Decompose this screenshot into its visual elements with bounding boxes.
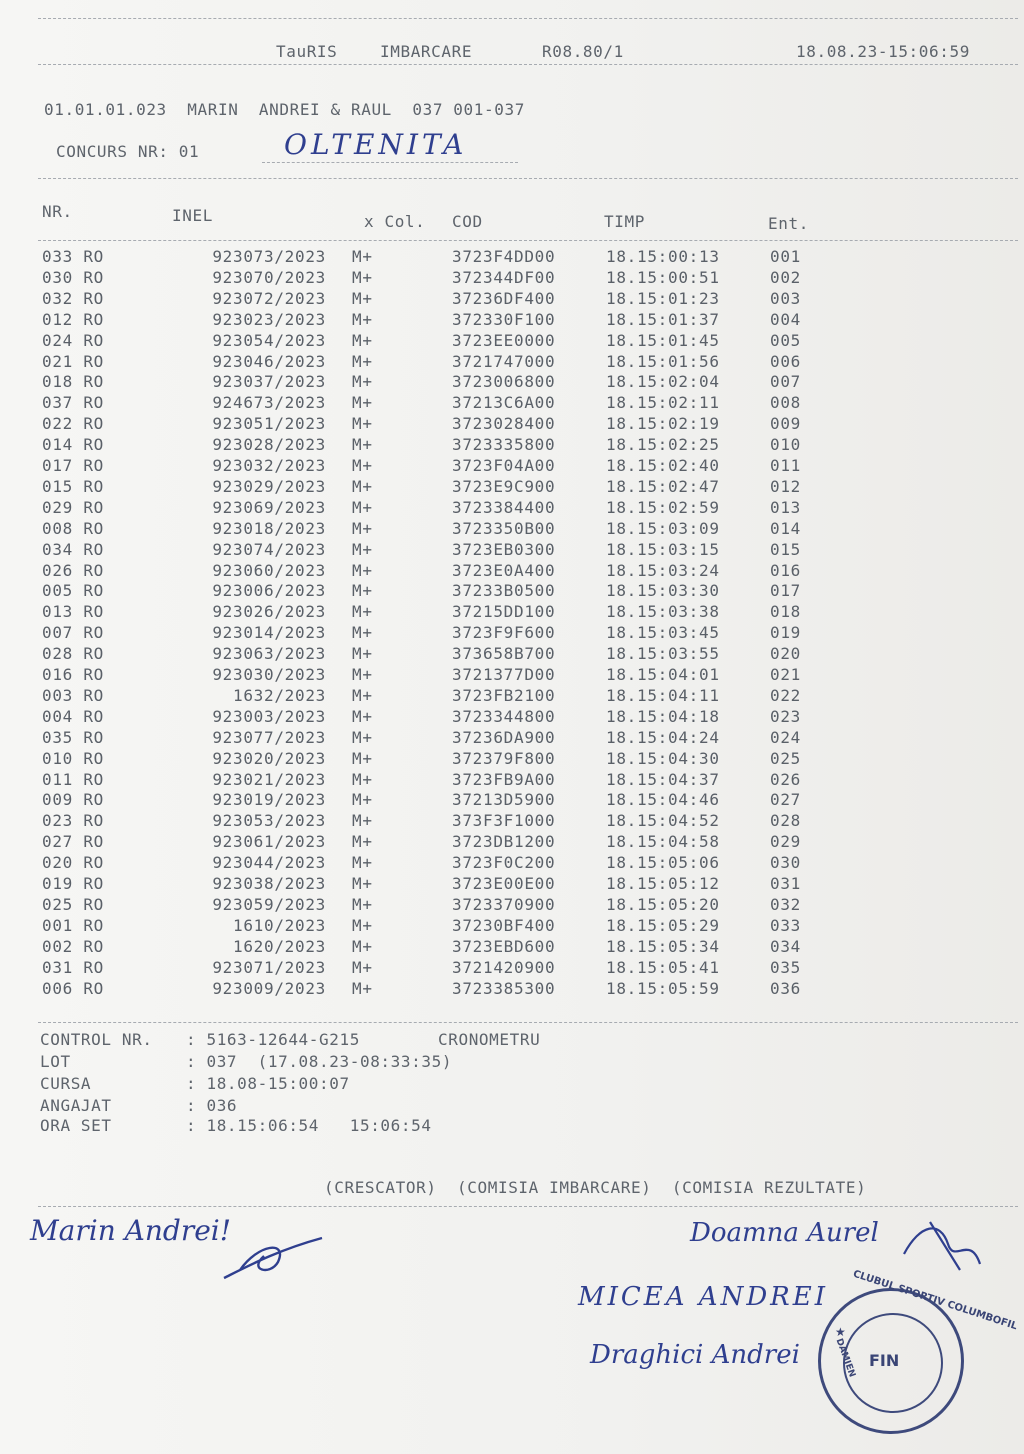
row-nr: 021 RO xyxy=(42,351,104,371)
table-row xyxy=(0,456,1024,477)
signature-crescator: Marin Andrei! xyxy=(30,1214,231,1247)
concurs-location-handwritten: OLTENITA xyxy=(284,128,468,161)
signature-roles: (CRESCATOR) (COMISIA IMBARCARE) (COMISIA REZULTATE) xyxy=(324,1178,867,1197)
header-datetime: 18.08.23-15:06:59 xyxy=(796,42,970,61)
ora-set-value: : 18.15:06:54 15:06:54 xyxy=(186,1116,432,1135)
row-ent: 008 xyxy=(770,393,801,413)
row-col: M+ xyxy=(352,623,373,643)
table-row xyxy=(0,707,1024,728)
row-inel: 1610/2023 xyxy=(233,915,326,935)
row-cod: 37213D5900 xyxy=(452,790,556,810)
lot-value: : 037 (17.08.23-08:33:35) xyxy=(186,1052,453,1071)
row-timp: 18.15:01:45 xyxy=(606,330,720,350)
table-row xyxy=(0,498,1024,519)
club-stamp xyxy=(818,1268,1019,1434)
row-timp: 18.15:02:25 xyxy=(606,435,720,455)
row-timp: 18.15:03:55 xyxy=(606,644,720,664)
row-col: M+ xyxy=(352,309,373,329)
row-nr: 032 RO xyxy=(42,288,104,308)
concurs-label: CONCURS NR: 01 xyxy=(56,142,200,161)
row-timp: 18.15:02:47 xyxy=(606,476,720,496)
row-nr: 026 RO xyxy=(42,560,104,580)
row-ent: 034 xyxy=(770,936,801,956)
row-ent: 013 xyxy=(770,497,801,517)
row-timp: 18.15:03:24 xyxy=(606,560,720,580)
table-row xyxy=(0,853,1024,874)
row-nr: 006 RO xyxy=(42,978,104,998)
row-nr: 030 RO xyxy=(42,267,104,287)
row-col: M+ xyxy=(352,644,373,664)
row-ent: 004 xyxy=(770,309,801,329)
row-cod: 37213C6A00 xyxy=(452,393,556,413)
row-nr: 005 RO xyxy=(42,581,104,601)
row-timp: 18.15:03:09 xyxy=(606,518,720,538)
col-header-ent: Ent. xyxy=(768,214,809,233)
table-row xyxy=(0,686,1024,707)
row-nr: 029 RO xyxy=(42,497,104,517)
row-ent: 016 xyxy=(770,560,801,580)
row-ent: 001 xyxy=(770,247,801,266)
row-inel: 923032/2023 xyxy=(212,456,326,475)
row-col: M+ xyxy=(352,978,373,998)
row-col: M+ xyxy=(352,811,373,831)
row-ent: 022 xyxy=(770,685,801,705)
row-cod: 372330F100 xyxy=(452,309,556,329)
row-cod: 3723344800 xyxy=(452,706,556,726)
row-col: M+ xyxy=(352,414,373,434)
row-inel: 923070/2023 xyxy=(212,267,326,287)
cursa-value: : 18.08-15:00:07 xyxy=(186,1074,350,1093)
signature-scribble xyxy=(218,1226,330,1286)
row-ent: 012 xyxy=(770,476,801,496)
row-ent: 036 xyxy=(770,978,801,998)
row-col: M+ xyxy=(352,435,373,455)
table-row xyxy=(0,749,1024,770)
row-nr: 027 RO xyxy=(42,832,104,852)
divider-footer xyxy=(38,1022,1018,1023)
row-col: M+ xyxy=(352,832,373,852)
row-ent: 032 xyxy=(770,894,801,914)
row-inel: 923044/2023 xyxy=(212,853,326,873)
row-timp: 18.15:04:24 xyxy=(606,727,720,747)
table-row xyxy=(0,623,1024,644)
row-nr: 024 RO xyxy=(42,330,104,350)
row-timp: 18.15:03:30 xyxy=(606,581,720,601)
row-col: M+ xyxy=(352,476,373,496)
row-ent: 019 xyxy=(770,623,801,643)
row-col: M+ xyxy=(352,748,373,768)
row-inel: 923020/2023 xyxy=(212,748,326,768)
row-timp: 18.15:04:01 xyxy=(606,665,720,684)
row-nr: 015 RO xyxy=(42,476,104,496)
row-nr: 004 RO xyxy=(42,706,104,726)
row-col: M+ xyxy=(352,351,373,371)
row-col: M+ xyxy=(352,602,373,622)
row-timp: 18.15:03:45 xyxy=(606,623,720,643)
header-version: R08.80/1 xyxy=(542,42,624,61)
row-col: M+ xyxy=(352,665,373,684)
row-cod: 3723F4DD00 xyxy=(452,247,556,266)
row-col: M+ xyxy=(352,685,373,705)
table-row xyxy=(0,790,1024,811)
row-timp: 18.15:04:46 xyxy=(606,790,720,810)
stamp-side-text: DAMIEN xyxy=(833,1337,857,1379)
row-cod: 3723370900 xyxy=(452,894,556,914)
row-inel: 1632/2023 xyxy=(233,685,326,705)
row-nr: 001 RO xyxy=(42,915,104,935)
header-section: IMBARCARE xyxy=(380,42,473,61)
table-row xyxy=(0,895,1024,916)
row-timp: 18.15:02:04 xyxy=(606,372,720,392)
row-timp: 18.15:01:23 xyxy=(606,288,720,308)
row-col: M+ xyxy=(352,936,373,956)
row-col: M+ xyxy=(352,915,373,935)
row-cod: 3723EB0300 xyxy=(452,539,556,559)
row-nr: 034 RO xyxy=(42,539,104,559)
row-cod: 3723385300 xyxy=(452,978,556,998)
row-nr: 002 RO xyxy=(42,936,104,956)
owner-line: 01.01.01.023 MARIN ANDREI & RAUL 037 001-037 xyxy=(44,100,525,119)
ora-set-label: ORA SET xyxy=(40,1116,112,1135)
row-cod: 3723FB9A00 xyxy=(452,769,556,789)
row-cod: 3723384400 xyxy=(452,497,556,517)
row-cod: 3723335800 xyxy=(452,435,556,455)
row-col: M+ xyxy=(352,247,373,266)
row-ent: 014 xyxy=(770,518,801,538)
row-timp: 18.15:05:29 xyxy=(606,915,720,935)
row-ent: 015 xyxy=(770,539,801,559)
table-row xyxy=(0,372,1024,393)
row-inel: 923026/2023 xyxy=(212,602,326,622)
col-header-timp: TIMP xyxy=(604,212,645,231)
row-cod: 3723006800 xyxy=(452,372,556,392)
row-inel: 923046/2023 xyxy=(212,351,326,371)
signature-right-scribble xyxy=(900,1214,984,1274)
row-col: M+ xyxy=(352,372,373,392)
row-timp: 18.15:05:06 xyxy=(606,853,720,873)
row-ent: 029 xyxy=(770,832,801,852)
row-col: M+ xyxy=(352,539,373,559)
row-inel: 923021/2023 xyxy=(212,769,326,789)
row-timp: 18.15:04:11 xyxy=(606,685,720,705)
angajat-value: : 036 xyxy=(186,1096,238,1115)
row-nr: 033 RO xyxy=(42,247,104,266)
row-cod: 3723EBD600 xyxy=(452,936,556,956)
row-nr: 011 RO xyxy=(42,769,104,789)
row-inel: 923072/2023 xyxy=(212,288,326,308)
stamp-ring-text: CLUBUL SPORTIV COLUMBOFIL xyxy=(851,1268,1019,1333)
row-cod: 3723F9F600 xyxy=(452,623,556,643)
row-ent: 007 xyxy=(770,372,801,392)
divider-concurs xyxy=(38,178,1018,179)
row-cod: 37236DA900 xyxy=(452,727,556,747)
row-cod: 37230BF400 xyxy=(452,915,556,935)
row-col: M+ xyxy=(352,267,373,287)
row-ent: 005 xyxy=(770,330,801,350)
angajat-label: ANGAJAT xyxy=(40,1096,112,1115)
table-row xyxy=(0,602,1024,623)
signature-bottom: Draghici Andrei xyxy=(590,1340,800,1370)
table-row xyxy=(0,979,1024,1000)
table-row xyxy=(0,247,1024,268)
table-row xyxy=(0,289,1024,310)
row-nr: 031 RO xyxy=(42,957,104,977)
col-header-nr: NR. xyxy=(42,202,73,221)
row-ent: 011 xyxy=(770,456,801,475)
header-system: TauRIS xyxy=(276,42,338,61)
row-nr: 014 RO xyxy=(42,435,104,455)
row-col: M+ xyxy=(352,769,373,789)
row-inel: 923018/2023 xyxy=(212,518,326,538)
row-ent: 025 xyxy=(770,748,801,768)
row-inel: 923053/2023 xyxy=(212,811,326,831)
row-col: M+ xyxy=(352,894,373,914)
row-col: M+ xyxy=(352,330,373,350)
row-ent: 018 xyxy=(770,602,801,622)
row-timp: 18.15:04:18 xyxy=(606,706,720,726)
row-inel: 923023/2023 xyxy=(212,309,326,329)
table-row xyxy=(0,393,1024,414)
row-timp: 18.15:02:19 xyxy=(606,414,720,434)
col-header-inel: INEL xyxy=(172,206,213,225)
row-col: M+ xyxy=(352,518,373,538)
row-col: M+ xyxy=(352,957,373,977)
row-inel: 923019/2023 xyxy=(212,790,326,810)
row-timp: 18.15:05:34 xyxy=(606,936,720,956)
row-col: M+ xyxy=(352,727,373,747)
signature-right-top: Doamna Aurel xyxy=(690,1218,879,1248)
row-inel: 923029/2023 xyxy=(212,476,326,496)
row-nr: 020 RO xyxy=(42,853,104,873)
row-cod: 37233B0500 xyxy=(452,581,556,601)
table-row xyxy=(0,874,1024,895)
table-row xyxy=(0,540,1024,561)
row-nr: 028 RO xyxy=(42,644,104,664)
row-timp: 18.15:01:37 xyxy=(606,309,720,329)
row-col: M+ xyxy=(352,560,373,580)
row-ent: 021 xyxy=(770,665,801,684)
row-cod: 3723F04A00 xyxy=(452,456,556,475)
row-inel: 923059/2023 xyxy=(212,894,326,914)
divider-columns xyxy=(38,240,1018,241)
row-timp: 18.15:02:11 xyxy=(606,393,720,413)
row-inel: 923063/2023 xyxy=(212,644,326,664)
row-nr: 013 RO xyxy=(42,602,104,622)
row-col: M+ xyxy=(352,497,373,517)
control-label: CONTROL NR. xyxy=(40,1030,153,1049)
row-ent: 028 xyxy=(770,811,801,831)
row-nr: 018 RO xyxy=(42,372,104,392)
row-inel: 923060/2023 xyxy=(212,560,326,580)
row-inel: 923073/2023 xyxy=(212,247,326,266)
table-row xyxy=(0,331,1024,352)
divider-top xyxy=(38,18,1018,19)
row-col: M+ xyxy=(352,581,373,601)
row-cod: 3723E9C900 xyxy=(452,476,556,496)
row-ent: 030 xyxy=(770,853,801,873)
row-timp: 18.15:04:52 xyxy=(606,811,720,831)
row-inel: 923003/2023 xyxy=(212,706,326,726)
row-nr: 012 RO xyxy=(42,309,104,329)
row-nr: 003 RO xyxy=(42,685,104,705)
row-inel: 923054/2023 xyxy=(212,330,326,350)
row-nr: 019 RO xyxy=(42,874,104,893)
row-timp: 18.15:04:37 xyxy=(606,769,720,789)
row-ent: 017 xyxy=(770,581,801,601)
row-cod: 3723E00E00 xyxy=(452,874,556,893)
row-cod: 372379F800 xyxy=(452,748,556,768)
row-nr: 023 RO xyxy=(42,811,104,831)
row-ent: 031 xyxy=(770,874,801,893)
row-timp: 18.15:03:15 xyxy=(606,539,720,559)
row-cod: 3723350B00 xyxy=(452,518,556,538)
table-row xyxy=(0,581,1024,602)
divider-header xyxy=(38,64,1018,65)
row-inel: 923006/2023 xyxy=(212,581,326,601)
table-row xyxy=(0,644,1024,665)
row-inel: 924673/2023 xyxy=(212,393,326,413)
row-col: M+ xyxy=(352,790,373,810)
control-value: : 5163-12644-G215 xyxy=(186,1030,360,1049)
row-timp: 18.15:05:20 xyxy=(606,894,720,914)
row-ent: 002 xyxy=(770,267,801,287)
row-cod: 3723EE0000 xyxy=(452,330,556,350)
row-ent: 033 xyxy=(770,915,801,935)
row-ent: 009 xyxy=(770,414,801,434)
row-cod: 3723E0A400 xyxy=(452,560,556,580)
row-cod: 3723028400 xyxy=(452,414,556,434)
row-cod: 3723F0C200 xyxy=(452,853,556,873)
table-row xyxy=(0,477,1024,498)
row-cod: 3721747000 xyxy=(452,351,556,371)
table-row xyxy=(0,268,1024,289)
row-cod: 373658B700 xyxy=(452,644,556,664)
row-cod: 3721377D00 xyxy=(452,665,556,684)
cronometru-label: CRONOMETRU xyxy=(438,1030,541,1049)
row-col: M+ xyxy=(352,706,373,726)
row-cod: 37236DF400 xyxy=(452,288,556,308)
row-nr: 009 RO xyxy=(42,790,104,810)
signature-middle: MICEA ANDREI xyxy=(578,1282,829,1312)
table-row xyxy=(0,310,1024,331)
row-nr: 010 RO xyxy=(42,748,104,768)
row-timp: 18.15:02:40 xyxy=(606,456,720,475)
row-nr: 007 RO xyxy=(42,623,104,643)
row-inel: 923051/2023 xyxy=(212,414,326,434)
table-row xyxy=(0,414,1024,435)
table-row xyxy=(0,832,1024,853)
row-col: M+ xyxy=(352,456,373,475)
row-nr: 025 RO xyxy=(42,894,104,914)
row-ent: 026 xyxy=(770,769,801,789)
divider-signatures xyxy=(38,1206,1018,1207)
table-row xyxy=(0,937,1024,958)
table-row xyxy=(0,958,1024,979)
row-ent: 010 xyxy=(770,435,801,455)
row-ent: 006 xyxy=(770,351,801,371)
row-timp: 18.15:05:59 xyxy=(606,978,720,998)
row-timp: 18.15:05:41 xyxy=(606,957,720,977)
row-ent: 003 xyxy=(770,288,801,308)
lot-label: LOT xyxy=(40,1052,71,1071)
row-inel: 923009/2023 xyxy=(212,978,326,998)
row-timp: 18.15:04:30 xyxy=(606,748,720,768)
table-row xyxy=(0,435,1024,456)
table-row xyxy=(0,916,1024,937)
row-col: M+ xyxy=(352,853,373,873)
row-nr: 035 RO xyxy=(42,727,104,747)
row-inel: 1620/2023 xyxy=(233,936,326,956)
row-nr: 008 RO xyxy=(42,518,104,538)
row-timp: 18.15:01:56 xyxy=(606,351,720,371)
row-cod: 372344DF00 xyxy=(452,267,556,287)
row-inel: 923074/2023 xyxy=(212,539,326,559)
row-inel: 923037/2023 xyxy=(212,372,326,392)
row-ent: 023 xyxy=(770,706,801,726)
row-nr: 016 RO xyxy=(42,665,104,684)
row-nr: 017 RO xyxy=(42,456,104,475)
row-inel: 923061/2023 xyxy=(212,832,326,852)
row-cod: 3721420900 xyxy=(452,957,556,977)
row-timp: 18.15:03:38 xyxy=(606,602,720,622)
row-timp: 18.15:00:13 xyxy=(606,247,720,266)
concurs-underline xyxy=(262,162,518,163)
cursa-label: CURSA xyxy=(40,1074,92,1093)
table-row xyxy=(0,561,1024,582)
row-inel: 923077/2023 xyxy=(212,727,326,747)
row-col: M+ xyxy=(352,874,373,893)
row-inel: 923028/2023 xyxy=(212,435,326,455)
row-inel: 923038/2023 xyxy=(212,874,326,893)
row-inel: 923071/2023 xyxy=(212,957,326,977)
row-inel: 923014/2023 xyxy=(212,623,326,643)
col-header-col: x Col. xyxy=(364,212,426,231)
table-row xyxy=(0,665,1024,686)
row-timp: 18.15:04:58 xyxy=(606,832,720,852)
stamp-center-text: FIN xyxy=(869,1351,900,1370)
table-row xyxy=(0,770,1024,791)
table-row xyxy=(0,352,1024,373)
row-inel: 923069/2023 xyxy=(212,497,326,517)
col-header-cod: COD xyxy=(452,212,483,231)
table-row xyxy=(0,519,1024,540)
row-ent: 035 xyxy=(770,957,801,977)
row-col: M+ xyxy=(352,393,373,413)
row-col: M+ xyxy=(352,288,373,308)
stamp-star-icon: ★ xyxy=(835,1325,846,1339)
row-cod: 373F3F1000 xyxy=(452,811,556,831)
row-cod: 37215DD100 xyxy=(452,602,556,622)
row-timp: 18.15:05:12 xyxy=(606,874,720,893)
row-ent: 027 xyxy=(770,790,801,810)
row-ent: 020 xyxy=(770,644,801,664)
row-cod: 3723DB1200 xyxy=(452,832,556,852)
row-timp: 18.15:02:59 xyxy=(606,497,720,517)
row-cod: 3723FB2100 xyxy=(452,685,556,705)
row-ent: 024 xyxy=(770,727,801,747)
row-inel: 923030/2023 xyxy=(212,665,326,684)
row-nr: 022 RO xyxy=(42,414,104,434)
table-row xyxy=(0,811,1024,832)
row-nr: 037 RO xyxy=(42,393,104,413)
table-row xyxy=(0,728,1024,749)
row-timp: 18.15:00:51 xyxy=(606,267,720,287)
